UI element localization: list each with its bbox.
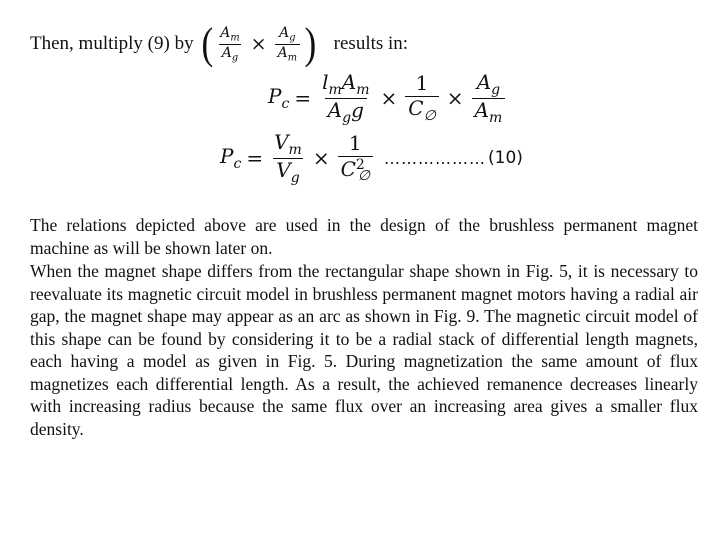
eq2-fraction-1: $\frac{V_m}{V_g}$ [274,129,302,186]
equation-number: (10) [488,148,523,168]
factor-fraction-right: $\frac{A_g}{A_m}$ [275,25,300,63]
leader-dots: ……………… [384,148,487,168]
paragraph-1: The relations depicted above are used in the design of the brushless permanent magnet machine as will be shown later on. [30,215,698,258]
equation-2: $P_c$ = $\frac{V_m}{V_g}$ × $\frac{1}{C^2_\emptyset}$ ……………… (10) [220,129,523,186]
eq1-fraction-3: $\frac{A_g}{A_m}$ [472,71,506,126]
intro-line [30,20,408,68]
times-sign: × [250,33,267,55]
eq1-fraction-1: $\frac{l_mA_m}{A_gg}$ [322,69,370,126]
open-paren: ( [201,19,213,68]
factor-fraction-left: $\frac{A_m}{A_g}$ [220,24,240,63]
intro-text-before: Then, multiply (9) by [30,33,194,54]
multiplier-factor [200,19,318,68]
paragraph-2: When the magnet shape differs from the rectangular shape shown in Fig. 5, it is necessary to reevaluate its magnetic circuit model in brushless permanent magnet motors having a radial air gap, the magnet shape may appear as an arc as shown in Fig. 9. The magnetic circuit model of this shape can be found by considering it to be a radial stack of differential length magnets, each having a model as given in Fig. 5. During magnetization the same amount of flux magnetizes each differential length. As a result, the achieved remanence decreases linearly with increasing radius because the same flux over an increasing area gives a smaller flux density. [30,261,698,439]
equation-1: $P_c$ = $\frac{l_mA_m}{A_gg}$ × $\frac{1}{C_\emptyset}$ × $\frac{A_g}{A_m}$ [268,70,508,126]
eq2-fraction-2: $\frac{1}{C^2_\emptyset}$ [338,132,373,185]
eq1-fraction-2: $\frac{1}{C_\emptyset}$ [405,72,439,124]
close-paren: ) [304,19,317,68]
intro-text-after: results in: [333,33,409,54]
